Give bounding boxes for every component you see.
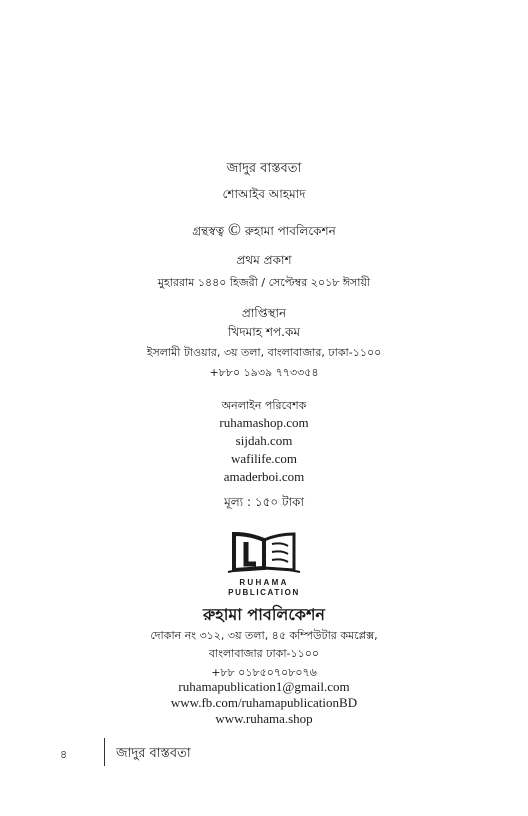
publisher-website: www.ruhama.shop <box>215 711 313 726</box>
distributor-site: amaderboi.com <box>223 469 305 484</box>
edition-date: মুহাররাম ১৪৪০ হিজরী / সেপ্টেম্বর ২০১৮ ঈসায়ী <box>157 276 371 289</box>
copyright-holder: রুহামা পাবলিকেশন <box>244 224 336 238</box>
availability-phone: +৮৮০ ১৯৩৯ ৭৭৩৩৫৪ <box>209 366 319 379</box>
price: মূল্য : ১৫০ টাকা <box>224 495 304 509</box>
running-title: জাদুর বাস্তবতা <box>116 746 191 761</box>
publisher-address-line2: বাংলাবাজার ঢাকা-১১০০ <box>208 647 320 660</box>
open-book-logo-icon <box>224 528 304 576</box>
copyright-icon: © <box>227 220 241 239</box>
publisher-logo <box>224 528 304 598</box>
availability-shop: খিদমাহ শপ.কম <box>228 325 300 339</box>
author-name: শোআইব আহমাদ <box>222 187 306 201</box>
publisher-address-line1: দোকান নং ৩১২, ৩য় তলা, ৪৫ কম্পিউটার কমপ্লেক্স, <box>150 629 378 642</box>
publisher-phone: +৮৮ ০১৮৫০৭০৮০৭৬ <box>211 666 317 679</box>
footer-divider <box>104 738 105 766</box>
book-title: জাদুর বাস্তবতা <box>226 161 302 176</box>
availability-label: প্রাপ্তিস্থান <box>241 306 287 320</box>
publisher-facebook: www.fb.com/ruhamapublicationBD <box>170 695 358 710</box>
logo-text-ruhama: RUHAMA <box>239 578 289 587</box>
online-distributors-label: অনলাইন পরিবেশক <box>221 399 307 412</box>
distributor-site: wafilife.com <box>230 451 298 466</box>
copyright-line <box>0 220 528 243</box>
distributor-site: ruhamashop.com <box>219 415 309 430</box>
publisher-name: রুহামা পাবলিকেশন <box>203 605 325 624</box>
publisher-email: ruhamapublication1@gmail.com <box>178 679 350 694</box>
distributor-site: sijdah.com <box>235 433 293 448</box>
page-number: ৪ <box>60 748 68 761</box>
copyright-label: গ্রন্থস্বত্ব <box>192 224 225 238</box>
edition-label: প্রথম প্রকাশ <box>236 253 292 267</box>
logo-text-publication: PUBLICATION <box>228 588 300 597</box>
availability-address: ইসলামী টাওয়ার, ৩য় তলা, বাংলাবাজার, ঢাকা-১১০০ <box>146 346 382 359</box>
